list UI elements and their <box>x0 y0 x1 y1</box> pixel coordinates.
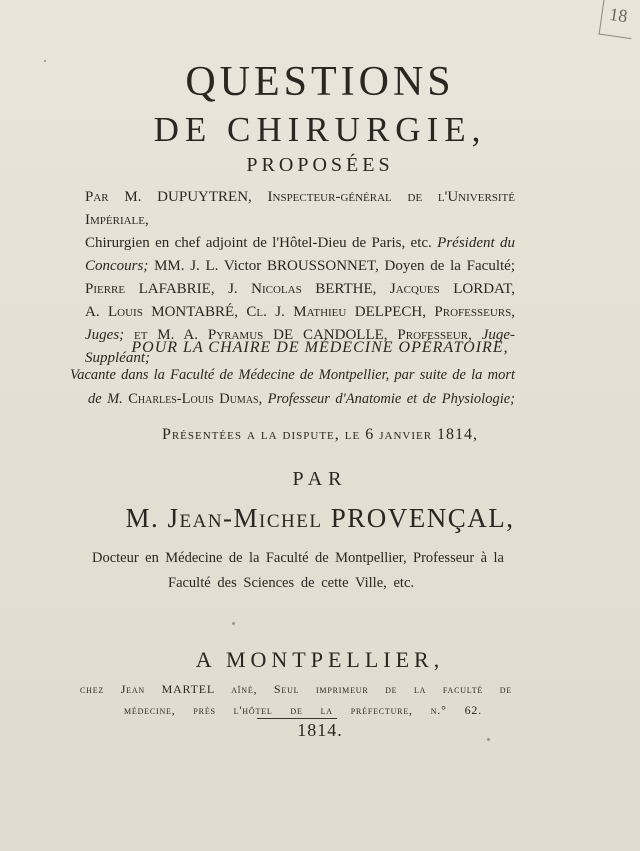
vacancy-paragraph <box>70 363 515 411</box>
imprint-year: 1814. <box>297 720 343 740</box>
author-name: M. Jean-Michel PROVENÇAL, <box>125 503 515 533</box>
proposers-line: Juges; et M. A. Pyramus DE CANDOLLE, Professeur, Juge-Suppléant; <box>85 327 516 366</box>
proposers-line: Par M. DUPUYTREN, Inspecteur-général de l'Université Impériale, <box>85 189 515 228</box>
proposers-line: A. Louis MONTABRÉ, Cl. J. Mathieu DELPECH, Professeurs, <box>85 304 515 320</box>
printer-line: médecine, près l'hôtel de la préfecture, n.° 62. <box>124 703 482 717</box>
margin-mark: 18 <box>599 0 637 39</box>
printer-line: chez Jean MARTEL aîné, Seul imprimeur de la faculté de <box>80 682 512 696</box>
credentials-line: Docteur en Médecine de la Faculté de Montpellier, Professeur à la <box>92 550 504 566</box>
title-de-chirurgie: DE CHIRURGIE, <box>153 110 487 149</box>
imprint-rule <box>257 718 337 719</box>
title-questions: QUESTIONS <box>185 59 455 105</box>
presentation-date: Présentées a la dispute, le 6 janvier 1814, <box>161 426 479 443</box>
chair-heading: POUR LA CHAIRE DE MÉDECINE OPÉRATOIRE, <box>131 339 509 356</box>
printer-imprint <box>80 679 512 721</box>
proposers-line: Pierre LAFABRIE, J. Nicolas BERTHE, Jacques LORDAT, <box>85 281 515 297</box>
proposers-line: Concours; MM. J. L. Victor BROUSSONNET, Doyen de la Faculté; <box>85 258 515 274</box>
credentials-line: Faculté des Sciences de cette Ville, etc. <box>168 575 414 591</box>
proposers-line: Chirurgien en chef adjoint de l'Hôtel-Dieu de Paris, etc. Président du <box>85 235 515 251</box>
imprint-city: A MONTPELLIER, <box>195 647 445 672</box>
author-credentials <box>92 546 504 596</box>
vacancy-line: Vacante dans la Faculté de Médecine de Montpellier, par suite de la mort <box>70 367 515 383</box>
paper-speck <box>44 60 46 62</box>
title-proposees: PROPOSÉES <box>246 154 394 176</box>
par-label: PAR <box>292 468 348 490</box>
vacancy-line: de M. Charles-Louis Dumas, Professeur d'Anatomie et de Physiologie; <box>88 391 515 407</box>
paper-speck <box>487 738 490 741</box>
paper-speck <box>232 622 235 625</box>
